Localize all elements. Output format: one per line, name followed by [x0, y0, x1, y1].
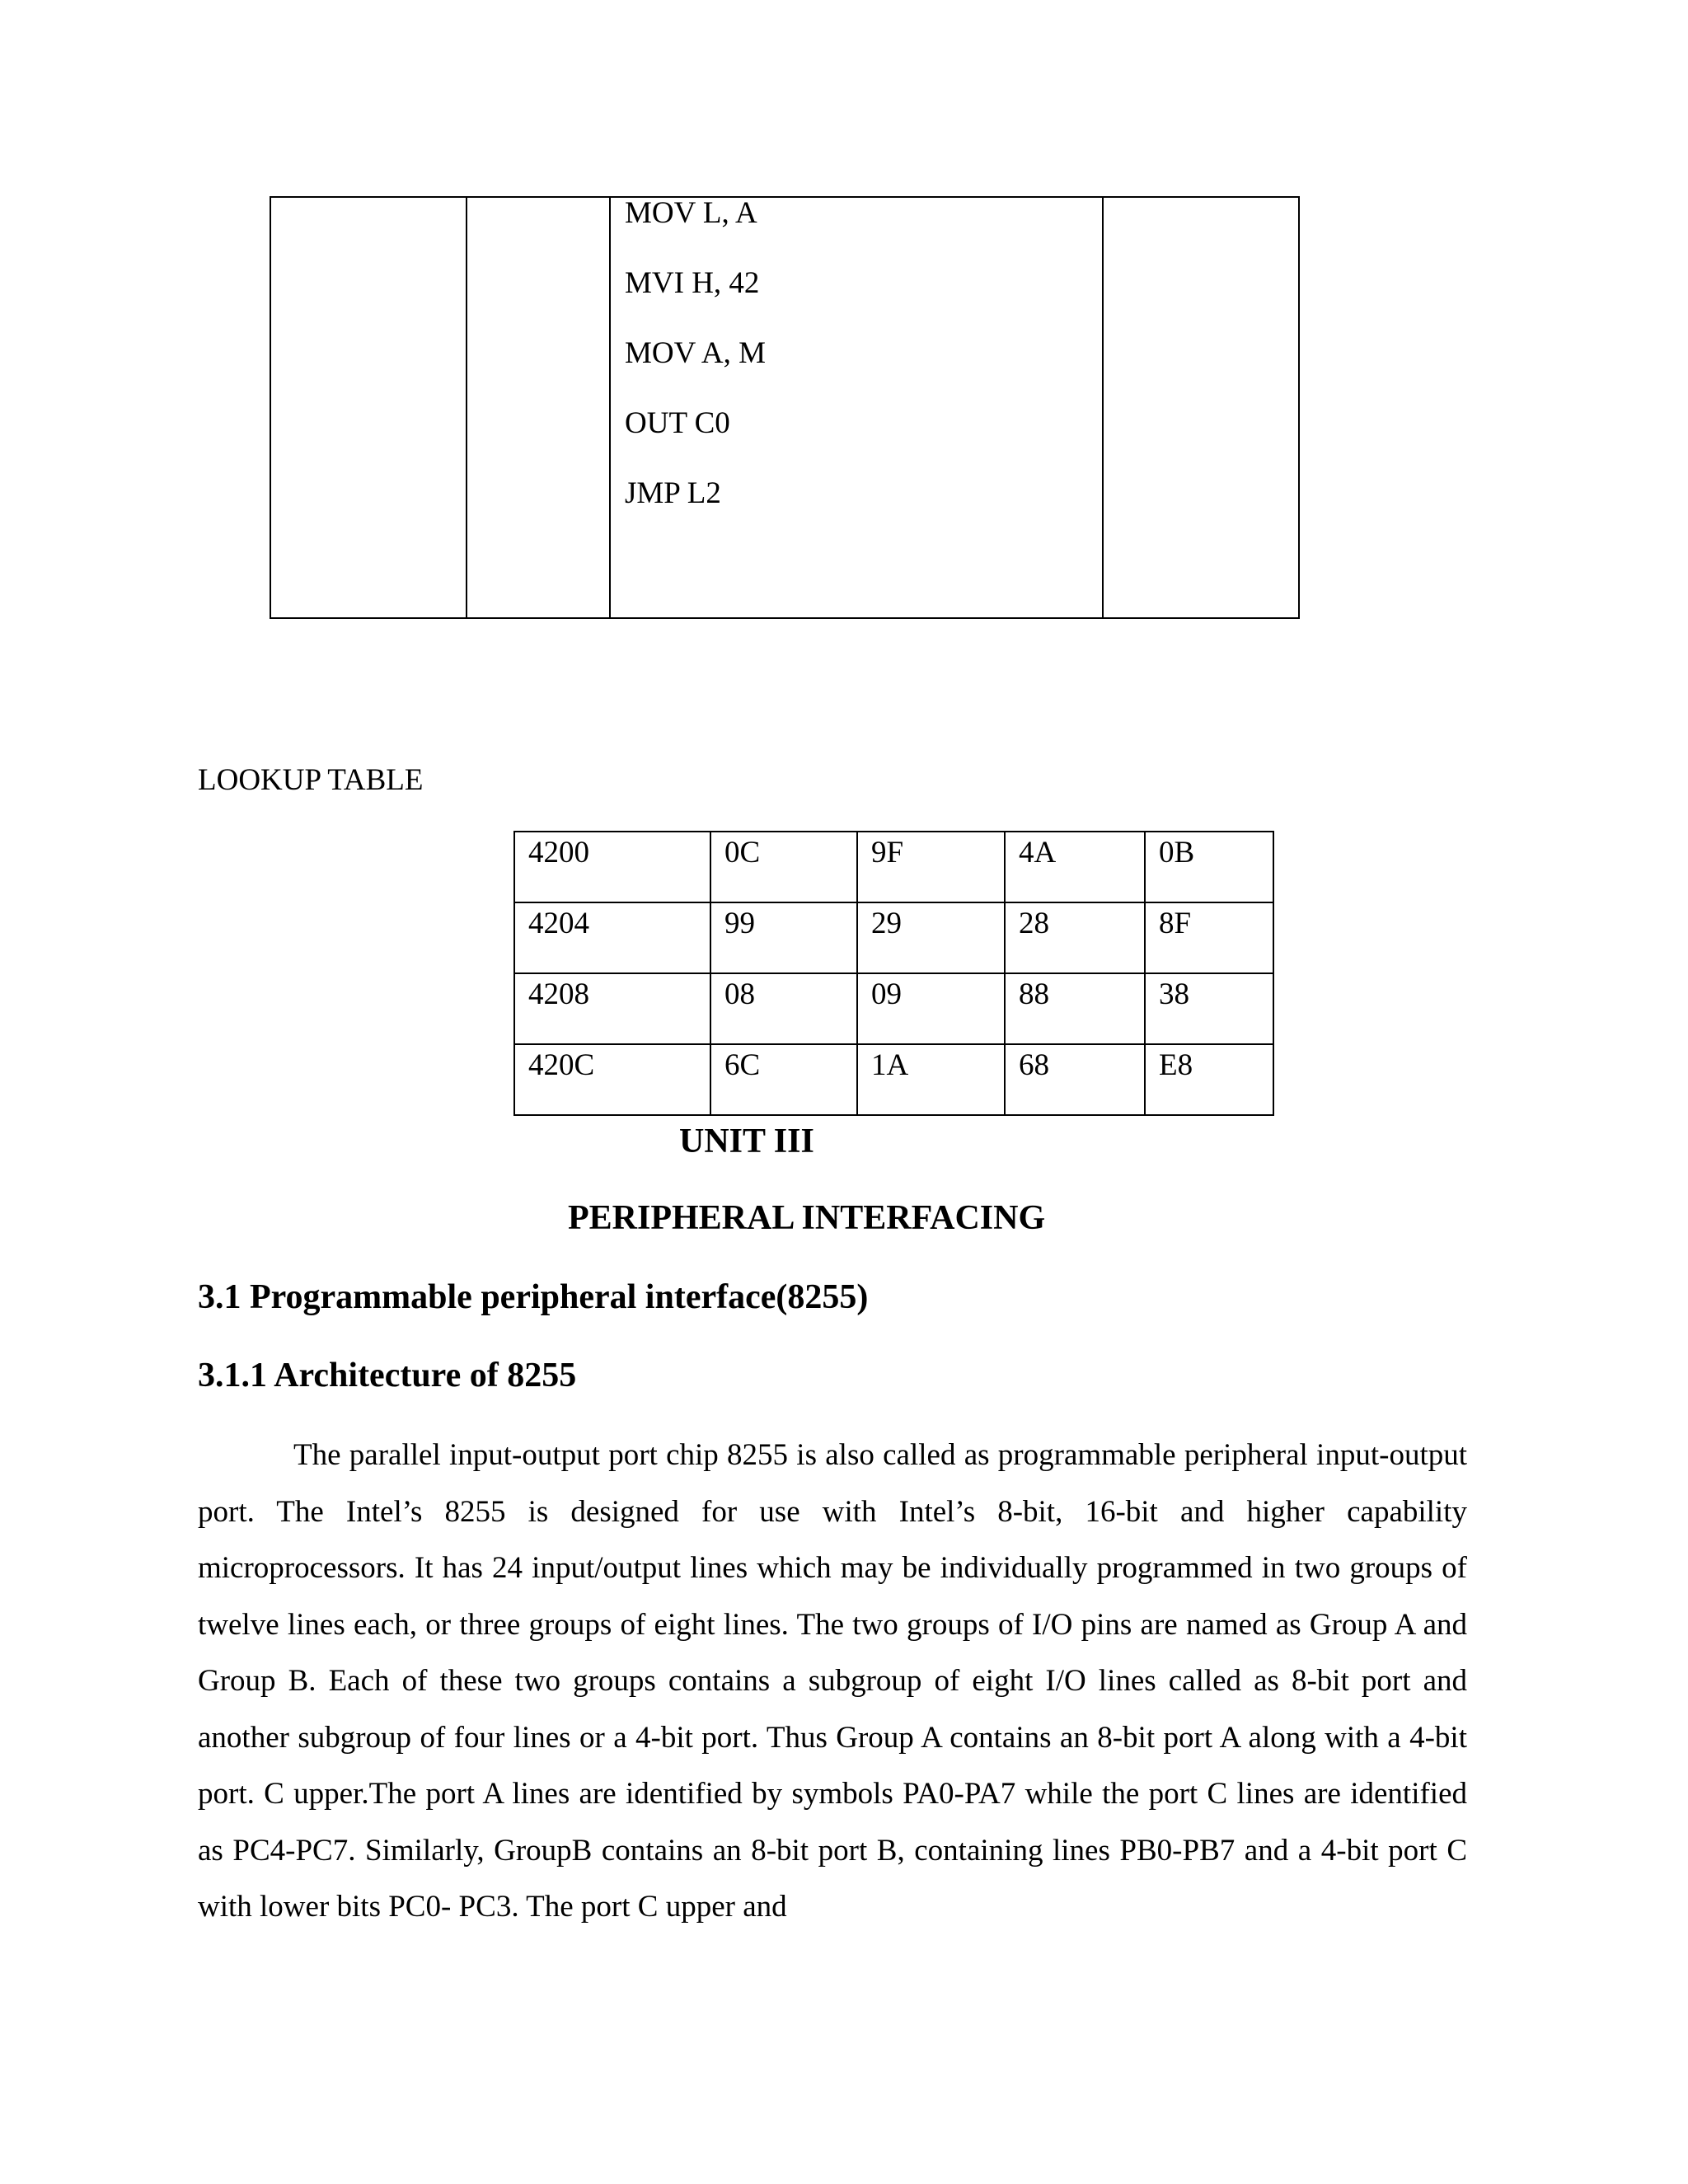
lookup-cell: 99: [710, 902, 857, 973]
code-list: [611, 178, 1102, 528]
lookup-row: [514, 973, 1273, 1044]
lookup-cell: 9F: [857, 832, 1005, 902]
lookup-table: [513, 831, 1274, 1116]
lookup-row: [514, 832, 1273, 902]
lookup-cell: 4204: [514, 902, 710, 973]
lookup-cell: 4200: [514, 832, 710, 902]
code-line: MOV A, M: [625, 336, 766, 370]
lookup-cell: 29: [857, 902, 1005, 973]
lookup-cell: 88: [1005, 973, 1145, 1044]
subsection-heading: 3.1.1 Architecture of 8255: [198, 1357, 577, 1394]
code-line: MVI H, 42: [625, 266, 760, 300]
program-code-cell: [610, 197, 1103, 618]
code-line: OUT C0: [625, 406, 730, 440]
lookup-cell: 68: [1005, 1044, 1145, 1115]
lookup-cell: 28: [1005, 902, 1145, 973]
lookup-cell: 4208: [514, 973, 710, 1044]
lookup-cell: 38: [1145, 973, 1273, 1044]
chapter-title: PERIPHERAL INTERFACING: [568, 1199, 1046, 1237]
lookup-cell: 0C: [710, 832, 857, 902]
lookup-cell: 08: [710, 973, 857, 1044]
program-table-cell: [270, 197, 467, 618]
lookup-cell: 1A: [857, 1044, 1005, 1115]
lookup-cell: 420C: [514, 1044, 710, 1115]
lookup-cell: 4A: [1005, 832, 1145, 902]
lookup-table-label: LOOKUP TABLE: [198, 763, 424, 797]
section-heading: 3.1 Programmable peripheral interface(8255): [198, 1278, 869, 1316]
code-line: MOV L, A: [625, 196, 757, 230]
lookup-cell: 6C: [710, 1044, 857, 1115]
lookup-cell: 0B: [1145, 832, 1273, 902]
lookup-cell: 8F: [1145, 902, 1273, 973]
lookup-cell: E8: [1145, 1044, 1273, 1115]
unit-title: UNIT III: [679, 1122, 814, 1160]
lookup-row: [514, 902, 1273, 973]
lookup-row: [514, 1044, 1273, 1115]
lookup-cell: 09: [857, 973, 1005, 1044]
program-table-cell: [467, 197, 610, 618]
program-table-row: [270, 197, 1299, 618]
program-table: [270, 196, 1300, 619]
code-line: JMP L2: [625, 476, 721, 510]
body-paragraph: The parallel input-output port chip 8255 is also called as programmable peripheral input-output port. The Intel’s 8255 is designed for use with Intel’s 8-bit, 16-bit and higher capability microprocessors. It has 24 input/output lines which may be individually programmed in two groups of twelve lines each, or three groups of eight lines. The two groups of I/O pins are named as Group A and Group B. Each of these two groups contains a subgroup of eight I/O lines called as 8-bit port and another subgroup of four lines or a 4-bit port. Thus Group A contains an 8-bit port A along with a 4-bit port. C upper.The port A lines are identified by symbols PA0-PA7 while the port C lines are identified as PC4-PC7. Similarly, GroupB contains an 8-bit port B, containing lines PB0-PB7 and a 4-bit port C with lower bits PC0- PC3. The port C upper and: [198, 1438, 1467, 1924]
program-table-cell: [1103, 197, 1299, 618]
